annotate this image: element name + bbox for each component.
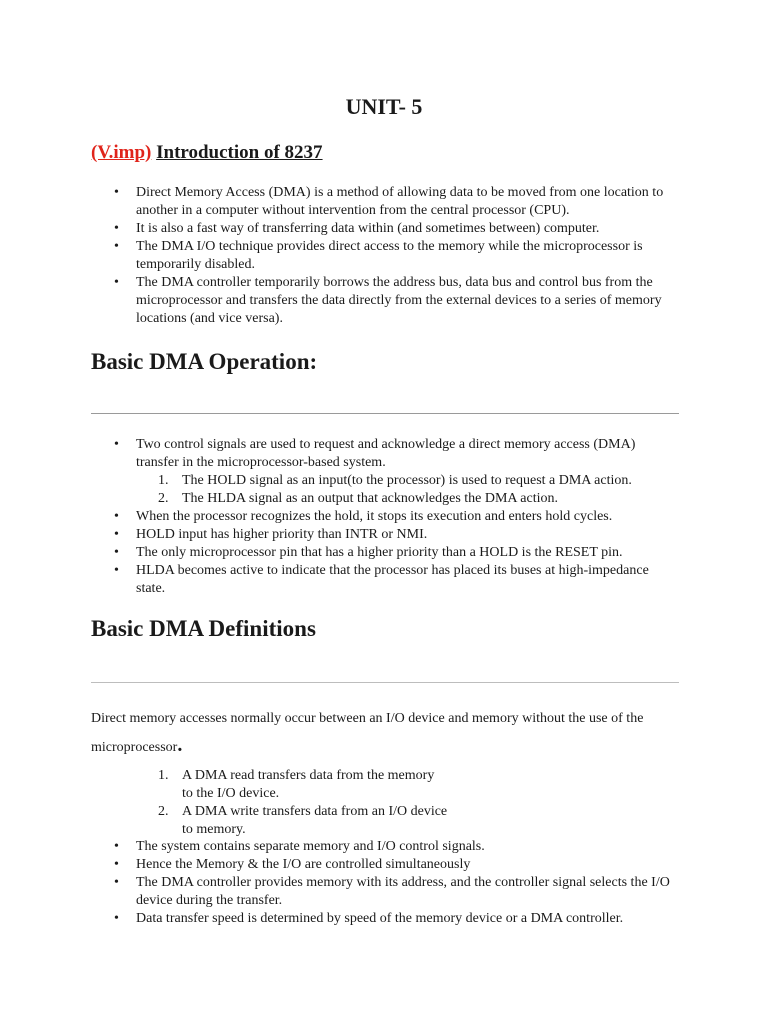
numbered-item: [158, 803, 482, 839]
list-item-text: Two control signals are used to request and acknowledge a direct memory access (DMA) transfer in the microprocessor-based system.: [136, 437, 636, 470]
operation-numbered-list: [158, 472, 676, 508]
paragraph-period: .: [177, 734, 183, 756]
item-text-line: A DMA write transfers data from an I/O device: [182, 804, 448, 819]
divider: [91, 413, 679, 414]
definitions-numbered-list: [158, 767, 482, 839]
list-item: [136, 436, 676, 508]
list-item: • Data transfer speed is determined by speed of the memory device or a DMA controller.: [136, 910, 676, 928]
item-text: The HOLD signal as an input(to the processor) is used to request a DMA action.: [182, 473, 632, 488]
item-number: 1.: [158, 768, 169, 783]
definitions-heading: Basic DMA Definitions: [91, 616, 316, 641]
list-item: • Hence the Memory & the I/O are controlled simultaneously: [136, 856, 676, 874]
item-text-line: to memory.: [182, 822, 246, 837]
numbered-item: [158, 490, 676, 508]
item-number: 1.: [158, 473, 169, 488]
importance-tag: (V.imp): [91, 142, 152, 163]
list-item: • The DMA controller temporarily borrows the address bus, data bus and control bus from the microprocessor and transfers the data directly from the external devices to a series of memory locations (and vice versa).: [136, 274, 676, 328]
paragraph-text: Direct memory accesses normally occur between an I/O device and memory without the use of the microprocessor: [91, 711, 644, 755]
list-item: • The DMA controller provides memory with its address, and the controller signal selects the I/O device during the transfer.: [136, 874, 676, 910]
operation-heading: Basic DMA Operation:: [91, 349, 318, 374]
numbered-item: [158, 472, 676, 490]
item-text-line: A DMA read transfers data from the memory: [182, 768, 435, 783]
item-text-line: to the I/O device.: [182, 786, 280, 801]
definitions-bullet-list: [136, 838, 676, 928]
divider: [91, 682, 679, 683]
list-item: • The only microprocessor pin that has a higher priority than a HOLD is the RESET pin.: [136, 544, 676, 562]
list-item: • It is also a fast way of transferring data within (and sometimes between) computer.: [136, 220, 676, 238]
intro-heading-text: Introduction of 8237: [156, 142, 323, 163]
intro-heading: [91, 142, 323, 164]
numbered-item: [158, 767, 482, 803]
unit-title: UNIT- 5: [345, 94, 423, 119]
operation-bullet-list: [136, 436, 676, 598]
item-number: 2.: [158, 804, 169, 819]
intro-bullet-list: [136, 184, 676, 328]
list-item: • The system contains separate memory and I/O control signals.: [136, 838, 676, 856]
list-item: • When the processor recognizes the hold, it stops its execution and enters hold cycles.: [136, 508, 676, 526]
item-number: 2.: [158, 491, 169, 506]
list-item: • HLDA becomes active to indicate that the processor has placed its buses at high-impedance state.: [136, 562, 676, 598]
list-item: • The DMA I/O technique provides direct access to the memory while the microprocessor is temporarily disabled.: [136, 238, 676, 274]
list-item: • Direct Memory Access (DMA) is a method of allowing data to be moved from one location to another in a computer without intervention from the central processor (CPU).: [136, 184, 676, 220]
item-text: The HLDA signal as an output that acknowledges the DMA action.: [182, 491, 558, 506]
definitions-paragraph: [91, 705, 681, 761]
list-item: • HOLD input has higher priority than INTR or NMI.: [136, 526, 676, 544]
